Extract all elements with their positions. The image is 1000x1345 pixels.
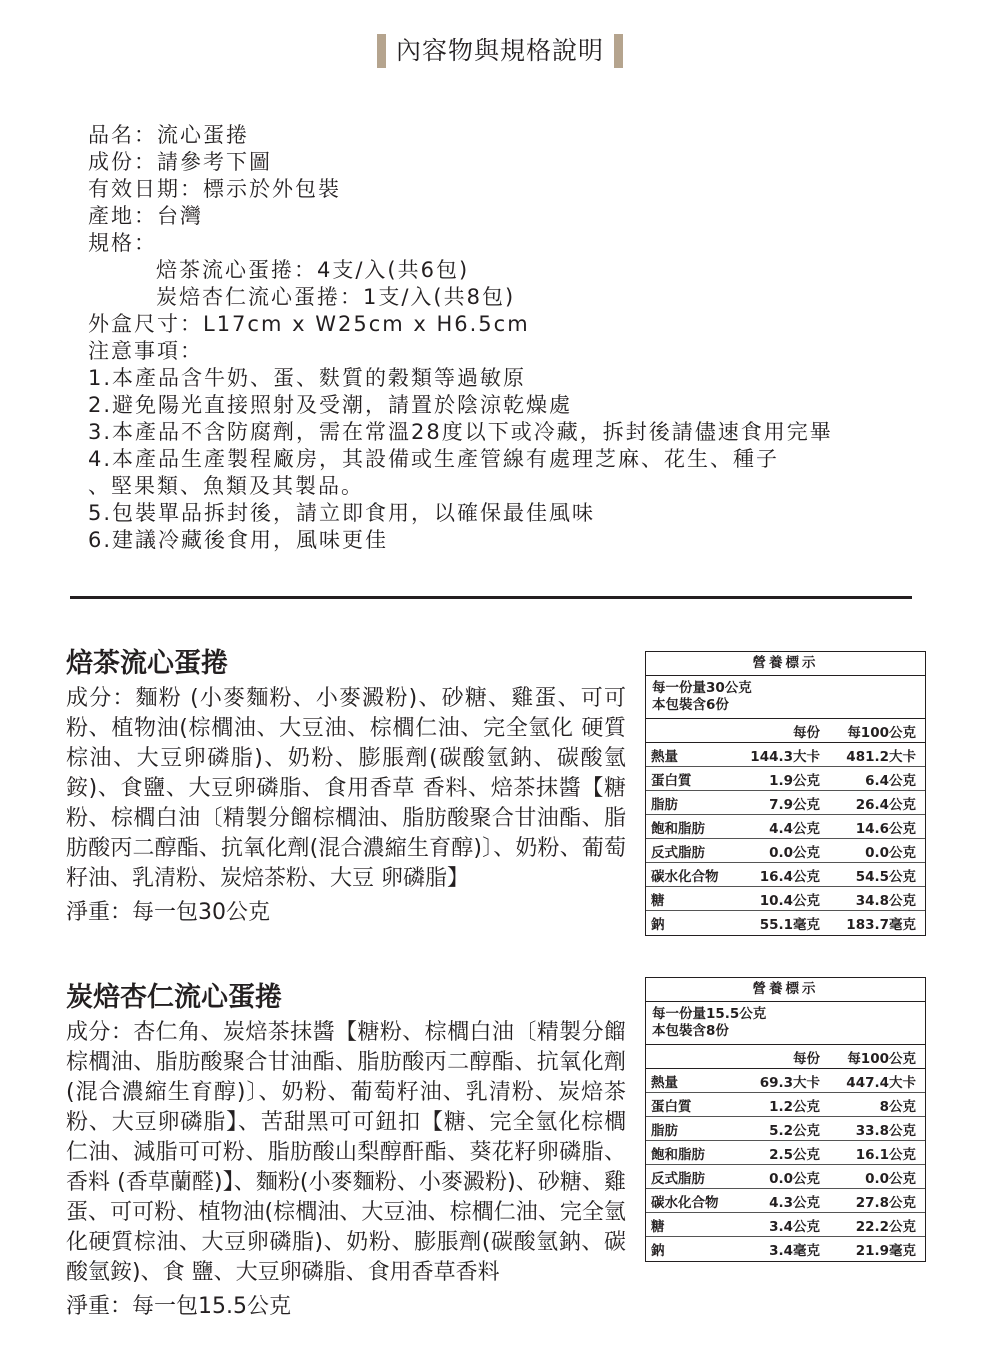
nutrition-row: 糖 10.4公克 34.8公克 xyxy=(646,887,925,911)
info-note: 3.本產品不含防腐劑，需在常溫28度以下或冷藏，拆封後請儘速食用完畢 xyxy=(88,420,833,444)
info-note: 4.本產品生產製程廠房，其設備或生產管線有處理芝麻、花生、種子 xyxy=(88,447,780,471)
info-spec-1: 焙茶流心蛋捲：4支/入(共6包) xyxy=(156,258,470,282)
col-per-serving: 每份 xyxy=(793,724,820,741)
info-expiry: 有效日期：標示於外包裝 xyxy=(88,177,341,201)
col-per-100g: 每100公克 xyxy=(847,724,916,741)
nutrition-header xyxy=(646,1045,925,1069)
info-notes-label: 注意事項： xyxy=(88,339,203,363)
info-origin: 產地：台灣 xyxy=(88,204,203,228)
product-info xyxy=(88,122,928,554)
nutrition-row: 脂肪 7.9公克 26.4公克 xyxy=(646,791,925,815)
info-note: 5.包裝單品拆封後，請立即食用，以確保最佳風味 xyxy=(88,501,596,525)
info-ingredients: 成份：請參考下圖 xyxy=(88,150,272,174)
section-divider xyxy=(70,596,912,599)
info-note: 6.建議冷藏後食用，風味更佳 xyxy=(88,528,389,552)
nutrition-header xyxy=(646,719,925,743)
nutrition-row: 熱量 69.3大卡 447.4大卡 xyxy=(646,1069,925,1093)
info-name: 品名：流心蛋捲 xyxy=(88,123,249,147)
nutrition-row: 反式脂肪 0.0公克 0.0公克 xyxy=(646,1165,925,1189)
nutrition-serving xyxy=(646,676,925,719)
section-header xyxy=(0,30,1000,72)
nutrition-row: 熱量 144.3大卡 481.2大卡 xyxy=(646,743,925,767)
nutrition-serving xyxy=(646,1002,925,1045)
info-note: 2.避免陽光直接照射及受潮，請置於陰涼乾燥處 xyxy=(88,393,573,417)
nutrition-row: 反式脂肪 0.0公克 0.0公克 xyxy=(646,839,925,863)
servings-count: 本包裝含6份 xyxy=(652,697,729,713)
product-almond xyxy=(66,980,626,1322)
servings-count: 本包裝含8份 xyxy=(652,1023,729,1039)
nutrition-row: 碳水化合物 4.3公克 27.8公克 xyxy=(646,1189,925,1213)
product-ingredients: 成分：杏仁角、炭焙茶抹醬【糖粉、棕櫚白油〔精製分餾棕櫚油、脂肪酸聚合甘油酯、脂肪酸丙二醇酯、抗氧化劑(混合濃縮生育醇)〕、奶粉、葡萄籽油、乳清粉、炭焙茶粉、大豆卵磷脂】、苦甜黑可可鈕扣【糖、完全氫化棕櫚仁油、減脂可可粉、脂肪酸山梨醇酐酯、葵花籽卵磷脂、香料 (香草蘭醛)】、麵粉(小麥麵粉、小麥澱粉)、砂糖、雞蛋、可可粉、植物油(棕櫚油、大豆油、棕櫚仁油、完全氫化硬質棕油、大豆卵磷脂)、奶粉、膨脹劑(碳酸氫鈉、碳酸氫銨)、食 鹽、大豆卵磷脂、食用香草香料 xyxy=(66,1020,626,1285)
nutrition-title: 營養標示 xyxy=(646,652,925,676)
product-title: 焙茶流心蛋捲 xyxy=(66,648,228,679)
nutrition-table-hojicha xyxy=(645,651,926,936)
product-title: 炭焙杏仁流心蛋捲 xyxy=(66,982,282,1013)
serving-size: 每一份量30公克 xyxy=(652,680,752,696)
nutrition-row: 鈉 3.4毫克 21.9毫克 xyxy=(651,1243,916,1259)
nutrition-row: 飽和脂肪 2.5公克 16.1公克 xyxy=(646,1141,925,1165)
nutrition-row: 糖 3.4公克 22.2公克 xyxy=(646,1213,925,1237)
col-per-serving: 每份 xyxy=(793,1050,820,1067)
product-ingredients: 成分：麵粉 (小麥麵粉、小麥澱粉)、砂糖、雞蛋、可可粉、植物油(棕櫚油、大豆油、棕櫚仁油、完全氫化 硬質棕油、大豆卵磷脂)、奶粉、膨脹劑(碳酸氫鈉、碳酸氫銨)、食鹽、大豆卵磷脂、食用香草 香料、焙茶抹醬【糖粉、棕櫚白油〔精製分餾棕櫚油、脂肪酸聚合甘油酯、脂肪酸丙二醇酯、抗氧化劑(混合濃縮生育醇)〕、奶粉、葡萄籽油、乳清粉、炭焙茶粉、大豆 卵磷脂】 xyxy=(66,686,626,891)
product-net-weight: 淨重：每一包30公克 xyxy=(66,900,270,925)
info-box-size: 外盒尺寸：L17cm x W25cm x H6.5cm xyxy=(88,312,530,336)
col-per-100g: 每100公克 xyxy=(847,1050,916,1067)
nutrition-title: 營養標示 xyxy=(646,978,925,1002)
header-bar-right xyxy=(614,34,623,68)
info-note: 、堅果類、魚類及其製品。 xyxy=(88,474,364,498)
nutrition-row: 脂肪 5.2公克 33.8公克 xyxy=(646,1117,925,1141)
product-hojicha xyxy=(66,646,626,928)
info-spec-2: 炭焙杏仁流心蛋捲：1支/入(共8包) xyxy=(156,285,516,309)
header-bar-left xyxy=(377,34,386,68)
nutrition-table-almond xyxy=(645,977,926,1262)
nutrition-row: 飽和脂肪 4.4公克 14.6公克 xyxy=(646,815,925,839)
nutrition-row: 鈉 55.1毫克 183.7毫克 xyxy=(651,917,916,933)
nutrition-row: 蛋白質 1.2公克 8公克 xyxy=(646,1093,925,1117)
serving-size: 每一份量15.5公克 xyxy=(652,1006,767,1022)
info-spec-label: 規格： xyxy=(88,231,157,255)
nutrition-row: 碳水化合物 16.4公克 54.5公克 xyxy=(646,863,925,887)
product-net-weight: 淨重：每一包15.5公克 xyxy=(66,1294,291,1319)
info-note: 1.本產品含牛奶、蛋、麩質的穀類等過敏原 xyxy=(88,366,527,390)
nutrition-row: 蛋白質 1.9公克 6.4公克 xyxy=(646,767,925,791)
page-title: 內容物與規格說明 xyxy=(395,36,604,65)
